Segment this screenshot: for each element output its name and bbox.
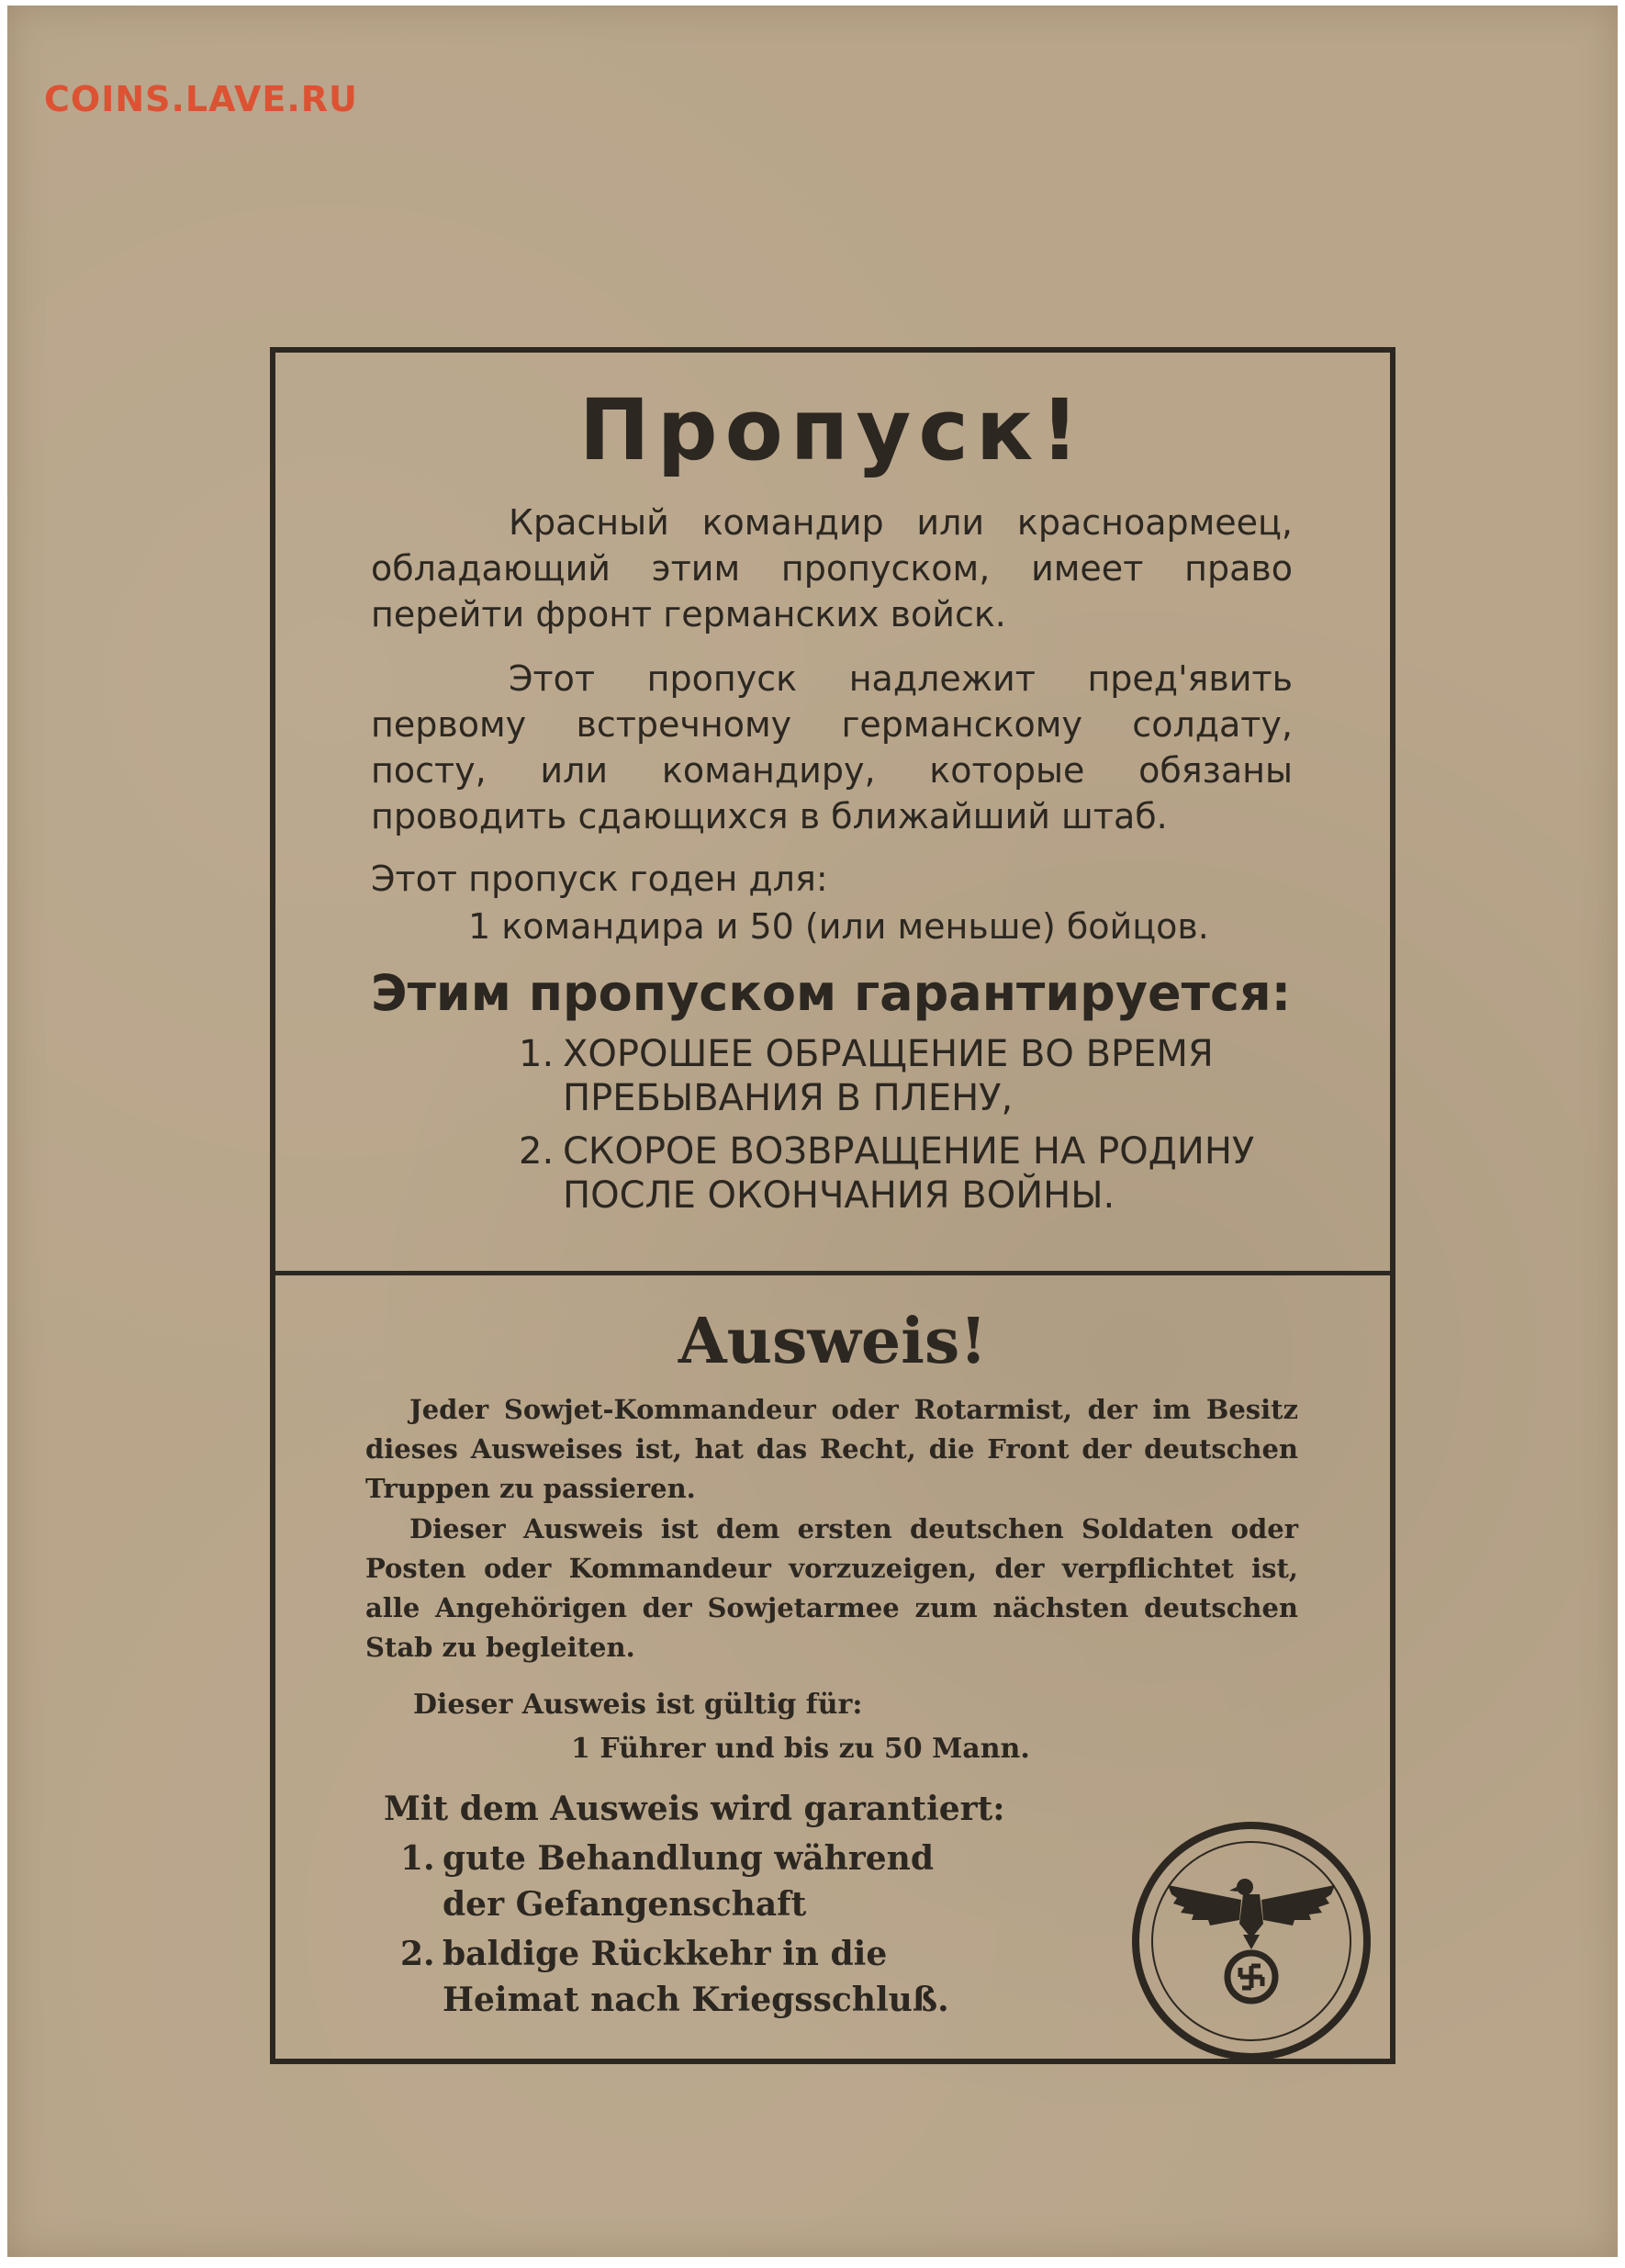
russian-valid-detail: 1 командира и 50 (или меньше) бойцов. bbox=[468, 906, 1209, 947]
german-paragraph-2: Dieser Ausweis ist dem ersten deutschen Soldaten oder Posten oder Kommandeur vorzuzeigen, der verpflichtet ist, alle Angehörigen der Sowjetarmee zum nächsten deutschen Stab zu begleiten. bbox=[365, 1513, 1298, 1663]
german-guarantee-list bbox=[400, 1836, 951, 2027]
russian-guarantee-list bbox=[519, 1032, 1310, 1227]
german-valid-for: Dieser Ausweis ist gültig für: bbox=[413, 1689, 863, 1721]
list-item-text: baldige Rückkehr in die Heimat nach Kriegsschluß. bbox=[443, 1935, 949, 2019]
list-item-number: 2. bbox=[400, 1935, 435, 1973]
list-item-number: 2. bbox=[519, 1130, 555, 1173]
list-item-text: gute Behandlung während der Gefangenschaft bbox=[443, 1839, 935, 1924]
list-item-text: СКОРОЕ ВОЗВРАЩЕНИЕ НА РОДИНУ ПОСЛЕ ОКОНЧАНИЯ ВОЙНЫ. bbox=[563, 1130, 1255, 1217]
german-title: Ausweis! bbox=[678, 1305, 988, 1378]
watermark: COINS.LAVE.RU bbox=[44, 79, 358, 119]
list-item-text: ХОРОШЕЕ ОБРАЩЕНИЕ ВО ВРЕМЯ ПРЕБЫВАНИЯ В ПЛЕНУ, bbox=[563, 1033, 1214, 1119]
russian-valid-for: Этот пропуск годен для: bbox=[371, 859, 828, 899]
german-section bbox=[275, 1275, 1390, 2063]
russian-section bbox=[275, 353, 1390, 1271]
german-valid-detail: 1 Führer und bis zu 50 Mann. bbox=[571, 1733, 1030, 1765]
list-item-number: 1. bbox=[400, 1839, 435, 1878]
list-item bbox=[400, 1836, 951, 1927]
german-guarantee-heading: Mit dem Ausweis wird garantiert: bbox=[384, 1790, 1005, 1828]
pass-frame bbox=[270, 347, 1395, 2064]
russian-paragraph-2: Этот пропуск надлежит пред'явить первому встречному германскому солдату, посту, или командиру, которые обязаны проводить сдающихся в ближайший штаб. bbox=[371, 658, 1293, 836]
list-item bbox=[519, 1129, 1310, 1218]
russian-paragraph-1: Красный командир или красноармеец, обладающий этим пропуском, имеет право перейти фронт германских войск. bbox=[371, 502, 1293, 634]
german-paragraph-1: Jeder Sowjet-Kommandeur oder Rotarmist, der im Besitz dieses Ausweises ist, hat das Recht, die Front der deutschen Truppen zu passieren. bbox=[365, 1394, 1298, 1504]
list-item-number: 1. bbox=[519, 1033, 555, 1075]
eagle-seal-icon bbox=[1131, 1821, 1372, 2061]
leaflet-paper bbox=[7, 6, 1618, 2257]
list-item bbox=[519, 1032, 1310, 1120]
russian-title: Пропуск! bbox=[578, 381, 1087, 479]
russian-guarantee-heading: Этим пропуском гарантируется: bbox=[371, 964, 1292, 1022]
list-item bbox=[400, 1931, 951, 2023]
